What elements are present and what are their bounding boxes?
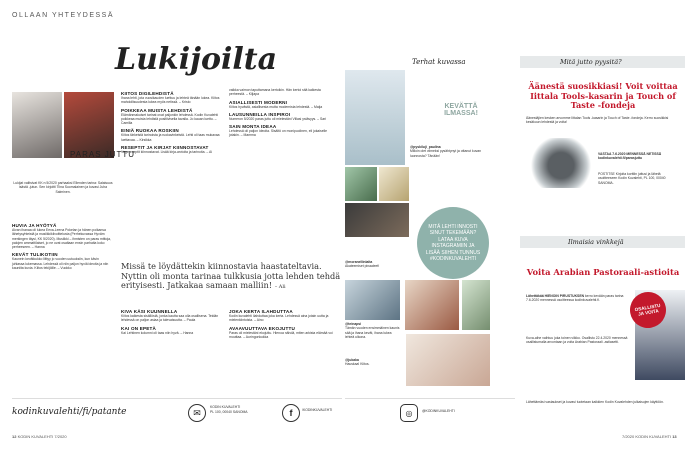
page-number: 12: [12, 434, 17, 439]
instagram-caption-2: [345, 260, 415, 269]
instagram-photo-7: [462, 280, 490, 330]
footer-facebook[interactable]: /KODINKUVALEHTI: [302, 408, 333, 412]
instagram-caption-3: [345, 322, 401, 339]
pan-photo: [528, 138, 594, 188]
instagram-photo-1: [345, 70, 405, 165]
letter-heading: KAI ON EPETÄ: [121, 325, 157, 331]
reader-quote: [121, 262, 341, 293]
letter-text: vaikka vaimon taputtamana kertoikin. Hän kertoi sitä kaikesta perheestä. – Kiljapa: [229, 88, 321, 97]
instagram-user: @teinapsi: [345, 322, 362, 326]
author-photo: [64, 92, 114, 158]
vote-title: Äänestä suosikkiasi! Voit voittaa Iittala Tools-kasarin ja Touch of Taste -fondeja: [528, 81, 678, 110]
footer-address-title: KODIN KUVALEHTI: [210, 405, 241, 409]
footer-address: PL 100, 00040 SANOMA: [210, 410, 248, 414]
letter-heading: POIKKEAA MUISTA LEHDISTÄ: [121, 107, 193, 113]
letters-column-2: [121, 88, 221, 154]
letter-text: Numeron 5/2020 paras juttu oli mielestäni Villasi ystävyys. – Sari: [229, 116, 326, 121]
instagram-caption-1: [410, 145, 488, 158]
letter-heading: KIITOS DIGILEHDISTÄ: [121, 91, 174, 96]
letter-heading: LAUSUNNEILLA INSPIROI: [229, 111, 291, 117]
vote-tag: Mitä jutto pyysitä?: [560, 58, 622, 66]
letter-text: Kiitos hyvästä, asiallisesta mutta modernista lehdestä. – Maija: [229, 104, 323, 109]
letter-heading: KEVÄT TULIKOTIIN: [12, 252, 58, 258]
instagram-photo-5: [345, 280, 400, 320]
letter-text: Kaunein kevätkukko liittyy jo vuoden uutuuksiin, kun kävin juhlassa lukemassa. Lehdessä oli niin paljon hyviä ideoita ja niin kauniita kuvia. Kiitos tekijöille. – Vuokko: [12, 257, 109, 271]
letter-text: Kai Lehtinen kolumni oli taas niin hyvä. – Hanna: [121, 330, 194, 335]
instagram-photo-3: [379, 167, 409, 201]
paras-juttu-caption: Lukijat valitsivat KK:n 5/2020 parhaaksi Ellenden tarina: Salaisuus isästä -jutun. Sen kirjoitti Tiina Suomalainen ja kuvasi Juha Salminen.: [13, 181, 113, 194]
contest-title: Voita Arabian Pastoraali-astioita: [526, 267, 680, 277]
letter-text: Vegereseptit kiinnostavat. Lisää kirja-arvioita ja tarinoita. – Ai: [121, 150, 213, 155]
letter-heading: KIVA KÄSI KUUNNELLA: [121, 309, 178, 314]
vote-answer-post: POSTITSE Kirjoita korttiin juttusi ja lähetä osoitteeseen Kodin Kuvalehti, PL 100, 00040 SANOMA.: [598, 172, 666, 185]
instagram-photo-6: [405, 280, 459, 330]
magazine-cover-photo: [12, 92, 62, 158]
footer-handle: kodinkuvalehti/fi/patante: [12, 407, 127, 417]
letter-heading: JOKA KERTA ILAHDUTTAA: [229, 309, 293, 314]
quote-signature: – Ali: [274, 284, 286, 291]
letter-text: Kiitos tärkeistä tarinoista ja ruokavinkeistä. Lehti oli taas mukavaa luettavaa. – Kirsikka: [121, 133, 220, 142]
letter-text: Aivan ihanaa oli lukea Eeva-Leena Pokelan ja hänen poikansa lähetysyhteistä ja musiikkikilvoittelusta (Perhekuvassa Hyväm merkingen täysi, KK 5/2020). Musiikki – ihmisten on paras mittoja, palojen ammattilaiset, jo ne ovat osaltaan ensin parhaita koko perheeseen. – Hanna: [12, 228, 111, 250]
contest-badge: OSALLISTU JA VOITA: [627, 289, 669, 331]
instagram-handle[interactable]: @KODINKUVALEHTI: [422, 409, 455, 413]
page-number-right: [622, 434, 677, 439]
letter-heading: ASIALLISESTI MODERNI: [229, 99, 288, 105]
instagram-text: Hauskaa! Kiitos.: [345, 362, 370, 367]
quote-text: Missä te löydättekin kiinnostavia haastateltavia. Nyttin oli monta tarinaa tulkkusia jotta lehden tehdä erityisesti. Jatkakaa samaan malliin!: [121, 261, 341, 291]
footer-divider: [12, 398, 342, 399]
page-number: 13: [672, 434, 677, 439]
contest-bullet-heading: Lähettäkää HIENOIN PIRUSTUKSEN: [526, 294, 585, 298]
instagram-caption-4: [345, 358, 401, 367]
instagram-text: Milloin olet viimeksi pysähtynyt ja ottanut kuvan luonnosta? Tänään!: [410, 149, 482, 158]
instagram-user: @jukaka: [345, 358, 359, 362]
contest-tag: Ilmaisia vinkkejä: [568, 238, 624, 246]
instagram-user: @pyskiluji_paulina: [410, 145, 441, 149]
page-number-left: [12, 434, 67, 439]
letters-column-3: [229, 88, 335, 138]
letter-heading: AVAAVUUTTAVA EKOJUTTU: [229, 325, 296, 331]
facebook-icon: f: [282, 404, 300, 422]
contest-bullet-2: Kuva-aihe vaihtuu joka toinen viikko. Osallistu 22.4.2020 mennessä osallistumalla arvontaan ja voita Arabian Pastoraali -astiasetti.: [526, 336, 628, 345]
instagram-tag: Terhat kuvassa: [412, 58, 466, 66]
vote-answer-online: VASTAA 7.6.2020 MENNESSÄ NETISSÄ kodinkuvalehti.fi/parasjuttu: [598, 152, 662, 161]
letters-column-3b: [229, 306, 335, 339]
instagram-photo-4: [345, 203, 409, 237]
footer-divider-right: [345, 398, 515, 399]
instagram-user: @moranellinlaita: [345, 260, 373, 264]
mail-icon: ✉: [188, 404, 206, 422]
instagram-icon: ◎: [400, 404, 418, 422]
instagram-text: Tämän vuoden ensimmäinen kaunis sää ja ihana kevät, ihana lukea lehteä ulkona.: [345, 326, 400, 339]
magazine-name: KODIN KUVALEHTI 7/2020: [17, 434, 67, 439]
letter-heading: HUVIA JA HYÖTYÄ: [12, 223, 57, 228]
letter-text: Kiitos kaikesta sisällöstä, jonka kautta saa olla osallisena. Teidän lehdessä on paljon asiaa ja tulevaisuutta. – Paula: [121, 314, 219, 323]
letter-text: Lehdessä oli paljon ideoita. Sisältö on monipuolinen, eli jokaiselle jotakin. – Mamma: [229, 129, 328, 138]
magazine-name: 7/2020 KODIN KUVALEHTI: [622, 434, 672, 439]
letter-heading: EINIÄ RUOKAA ROSKIIN: [121, 128, 179, 134]
instagram-photo-2: [345, 167, 377, 201]
instagram-photo-8: [406, 334, 490, 386]
contest-bullet-text: kerro kevään paras tarina 7.6.2020 mennessä osoitteessa kodinkuvalehti.fi.: [526, 294, 624, 303]
section-tag: OLLAAN YHTEYDESSÄ: [12, 12, 115, 19]
letter-text: Kodin kuvalehti ilahduttaa joka kerta. Lehdessä aina jotain uutta ja mielenkiintoista. – Aino: [229, 314, 329, 323]
letter-text: Elämänmakuiset tarinat ovat paljonkin lehdessä. Kodin Kuvalehti poikkeaa muista lehdistä positiivisella tavalla. Jo kauan luettu. – Camilla: [121, 112, 219, 126]
contest-bullet-1: [526, 294, 632, 303]
spring-bubble: KEVÄTTÄ ILMASSA!: [436, 85, 486, 135]
letter-text: Paras oli mielestäni ekojuttu. Hienoa nähdä, miten arkista elämää voi muuttaa. – Auringonkukka: [229, 330, 333, 339]
letter-heading: SAIN MONTA IDEAA: [229, 124, 277, 130]
vote-body: Äänestäjien kesken arvomme Iittalan Tools -kasarin ja Touch of Taste -fondeja. Kerro suosikkisi kesäkuun lehdestä ja voita!: [526, 116, 669, 125]
letter-text: Ihana lehti, jota vuosikauden luettuu ja lehteä tänään lukea. Kiitos mahdollisuudesta lukea myös netissä. – Kristo: [121, 96, 220, 105]
letters-column-1: [12, 220, 112, 270]
instagram-invite-bubble: MITÄ LEHTI INNOSTI SINUT TEKEMÄÄN? LATAA KUVA INSTAGRAMIIN JA LISÄÄ SIIHEN TUNNUS #KODINKUVALEHTI: [417, 207, 489, 279]
letters-column-2b: [121, 306, 221, 335]
letter-heading: RESEPTIT JA KIRJAT KIINNOSTAVAT: [121, 145, 209, 151]
page-title: Lukijoilta: [115, 42, 278, 77]
instagram-text: Akateemiset pinaaleet!: [345, 264, 380, 269]
right-footnote: Lähettämäsi vastaukset ja kuvasi tuotetaan kaikkien Kodin Kuvalehden julkaisujen käyttöön.: [526, 400, 664, 404]
paras-juttu-label: PARAS JUTTU: [70, 150, 136, 159]
